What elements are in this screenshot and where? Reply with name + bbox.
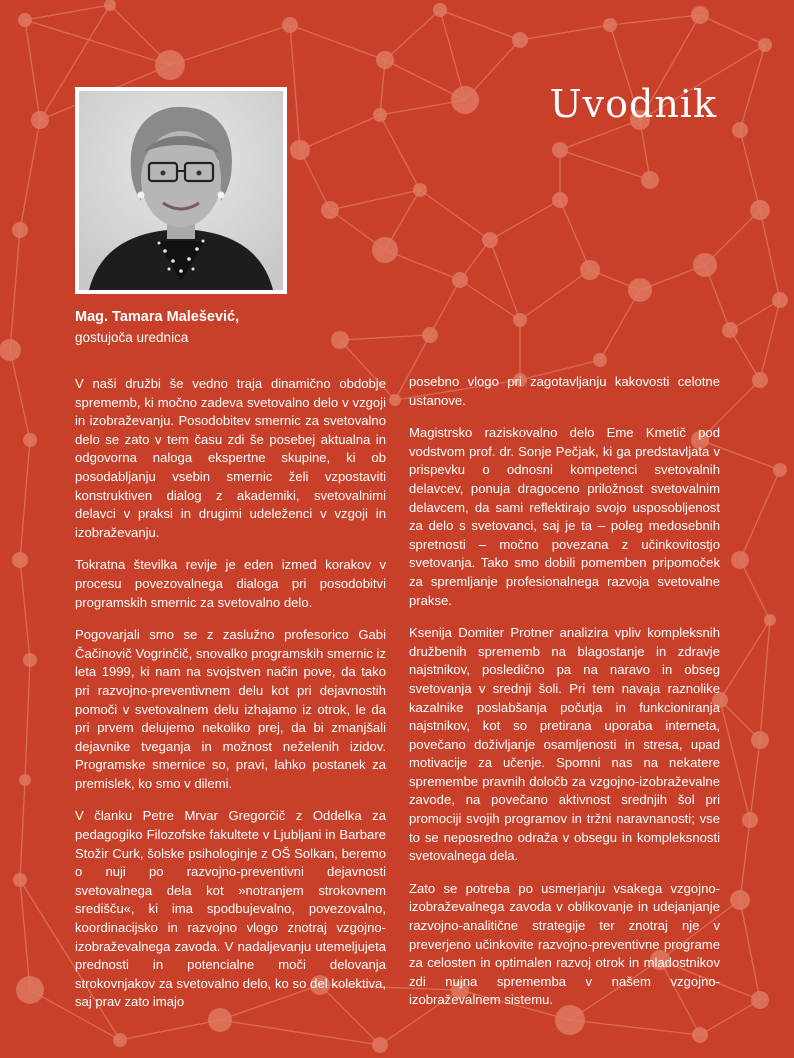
network-node [12,552,28,568]
network-node [19,774,31,786]
network-link [610,15,700,25]
network-link [730,330,760,380]
network-link [560,150,650,180]
network-link [490,200,560,240]
network-link [20,440,30,560]
network-node [722,322,738,338]
network-node [372,237,398,263]
network-node [692,1027,708,1043]
network-node [580,260,600,280]
network-link [10,230,20,350]
network-link [25,20,40,120]
network-link [385,10,440,60]
network-node [693,253,717,277]
network-link [25,5,110,20]
network-node [372,1037,388,1053]
network-node [513,313,527,327]
network-node [750,200,770,220]
network-node [751,991,769,1009]
network-node [376,51,394,69]
network-node [764,614,776,626]
network-link [20,880,30,990]
network-node [0,339,21,361]
network-node [389,394,401,406]
network-node [732,122,748,138]
network-node [290,140,310,160]
network-node [751,731,769,749]
network-node [13,873,27,887]
network-node [31,111,49,129]
network-node [603,18,617,32]
network-link [520,25,610,40]
network-link [430,280,460,335]
article-column-right [409,375,720,1024]
network-node [641,171,659,189]
network-link [300,115,380,150]
network-link [760,300,780,380]
paragraph: Ksenija Domiter Protner analizira vpliv kompleksnih družbenih sprememb na blagostanje in zdravje najstnikov, posledično pa na naravo in obseg svetovanja v srednji šoli. Pri tem navaja raznolike kazalnike poslabšanja počutja in funkcioniranja najstnikov, kot so pretirana uporaba interneta, povečano doživljanje osamljenosti in stresa, upad motivacije za učenje. Spomni nas na nekatere spremembe pravnih določb za vzgojno-izobraževalne zavode, na povečano aktivnost srednjih šol pri promociji svojih programov in tržni naravnanosti; vse to se neposredno odraža v obsegu in kompleksnosti svetovalnega dela. [409,625,720,864]
network-node [552,192,568,208]
network-node [773,463,787,477]
network-link [490,240,520,320]
author-photo-frame [75,87,287,294]
network-link [740,470,780,560]
author-portrait-photo [79,91,283,290]
network-node [321,201,339,219]
author-role: gostujoča urednica [75,330,189,345]
network-link [720,620,770,700]
network-link [750,740,760,820]
network-node [422,327,438,343]
network-node [691,6,709,24]
network-node [155,50,185,80]
paragraph: V naši družbi še vedno traja dinamično obdobje sprememb, ki močno zadeva svetovalno delo v vzgoji in izobraževanju. Posodobitev smernic za svetovalno delo se zato v tem času zdi še posebej aktualna in odgovorna naloga ekspertne skupine, ki ob posodabljanju vsebin smernic želi vzpostaviti konstruktiven dialog z akademiki, svetovalnimi delavci v praksi in drugimi udeleženci v vzgoji in izobraževanju. [75,376,386,540]
article-column-left [75,375,386,1026]
network-node [730,890,750,910]
network-node [593,353,607,367]
network-link [760,210,780,300]
network-node [731,551,749,569]
network-link [340,335,430,340]
network-node [482,232,498,248]
paragraph: Tokratna številka revije je eden izmed korakov v procesu povezovalnega dialoga pri posodobitvi programskih smernic za svetovalno delo. [75,557,386,610]
network-link [20,120,40,230]
paragraph: posebno vlogo pri zagotavljanju kakovosti celotne ustanove. [409,374,720,408]
network-node [331,331,349,349]
network-node [433,3,447,17]
network-link [170,25,290,65]
network-link [720,700,750,820]
network-link [740,130,760,210]
network-link [520,270,590,320]
network-node [12,222,28,238]
network-link [330,190,420,210]
network-link [700,15,765,45]
network-link [740,820,750,900]
network-link [290,25,300,150]
network-node [23,653,37,667]
network-link [20,780,25,880]
network-link [600,290,640,360]
network-node [742,812,758,828]
network-node [552,142,568,158]
network-node [512,32,528,48]
network-node [23,433,37,447]
network-link [290,25,385,60]
network-link [440,10,520,40]
network-link [740,560,770,620]
portrait-photo-icon [79,91,283,290]
paragraph: Magistrsko raziskovalno delo Eme Kmetič pod vodstvom prof. dr. Sonje Pečjak, ki ga predstavljata v prispevku o odnosni kompetenci svetovalnih delavcev, ponuja dragoceno priložnost svetovalnim delavcem, da sami reflektirajo svojo usposobljenost za delo s svetovanci, saj je ta – poleg medosebnih spretnosti – močno povezana z učinkovitostjo svetovanja. Tako smo dobili pomemben pripomoček za spremljanje profesionalnega razvoja svetovalne prakse. [409,425,720,608]
network-node [113,1033,127,1047]
network-link [560,200,590,270]
network-node [16,976,44,1004]
network-node [758,38,772,52]
network-node [772,292,788,308]
paragraph: V članku Petre Mrvar Gregorčič z Oddelka za pedagogiko Filozofske fakultete v Ljubljani in Barbare Stožir Curk, šolske psihologinje z OŠ Solkan, beremo o nuji po razvojno-preventivni dejavnosti svetovalnega dela kot »notranjem strokovnem središču«, ki ima spodbujevalno, povezovalno, koordinacijsko in razvojno vlogo znotraj vzgojno-izobraževalnega zavoda. V nadaljevanju utemeljujeta prednosti in potencialne moči delovanja strokovnjakov za svetovalno delo, ko so del kolektiva, saj prav zato imajo [75,808,386,1010]
network-link [740,900,760,1000]
network-node [373,108,387,122]
network-link [460,280,520,320]
network-node [452,272,468,288]
network-link [10,350,30,440]
network-link [20,560,30,660]
network-node [451,86,479,114]
network-node [752,372,768,388]
network-link [730,300,780,330]
network-link [440,10,465,100]
paragraph: Pogovarjali smo se z zaslužno profesorico Gabi Čačinovič Vogrinčič, snovalko programskih smernic iz leta 1999, ki nam na svojstven način pove, da tako pri razvojno-preventivnem delu kot pri dejavnostih pomoči v svetovalnem delu izhajamo iz otrok, le da pri prvem delujemo nekoliko prej, da bi zmanjšali dejavnike tveganja in možnost neželenih izidov. Programske smernice so, pravi, lahko postanek za premislek, ko smo v dilemi. [75,627,386,791]
page-title: Uvodnik [549,82,717,126]
network-link [25,660,30,780]
network-link [300,150,330,210]
network-node [628,278,652,302]
network-link [760,620,770,740]
network-link [380,115,420,190]
network-node [282,17,298,33]
network-link [420,190,490,240]
network-node [413,183,427,197]
author-name: Mag. Tamara Malešević, [75,309,240,325]
author-name-text: Mag. Tamara Malešević [75,309,236,325]
paragraph: Zato se potreba po usmerjanju vsakega vzgojno-izobraževalnega zavoda v oblikovanje in udejanjanje razvojno-analitične strategije ter znotraj nje v preverjeno učinkovite razvojno-preventivne programe za celosten in optimalen razvoj otrok in mladostnikov zdi nujna sprememba v našem vzgojno-izobraževalnem sistemu. [409,880,720,1008]
network-node [18,13,32,27]
